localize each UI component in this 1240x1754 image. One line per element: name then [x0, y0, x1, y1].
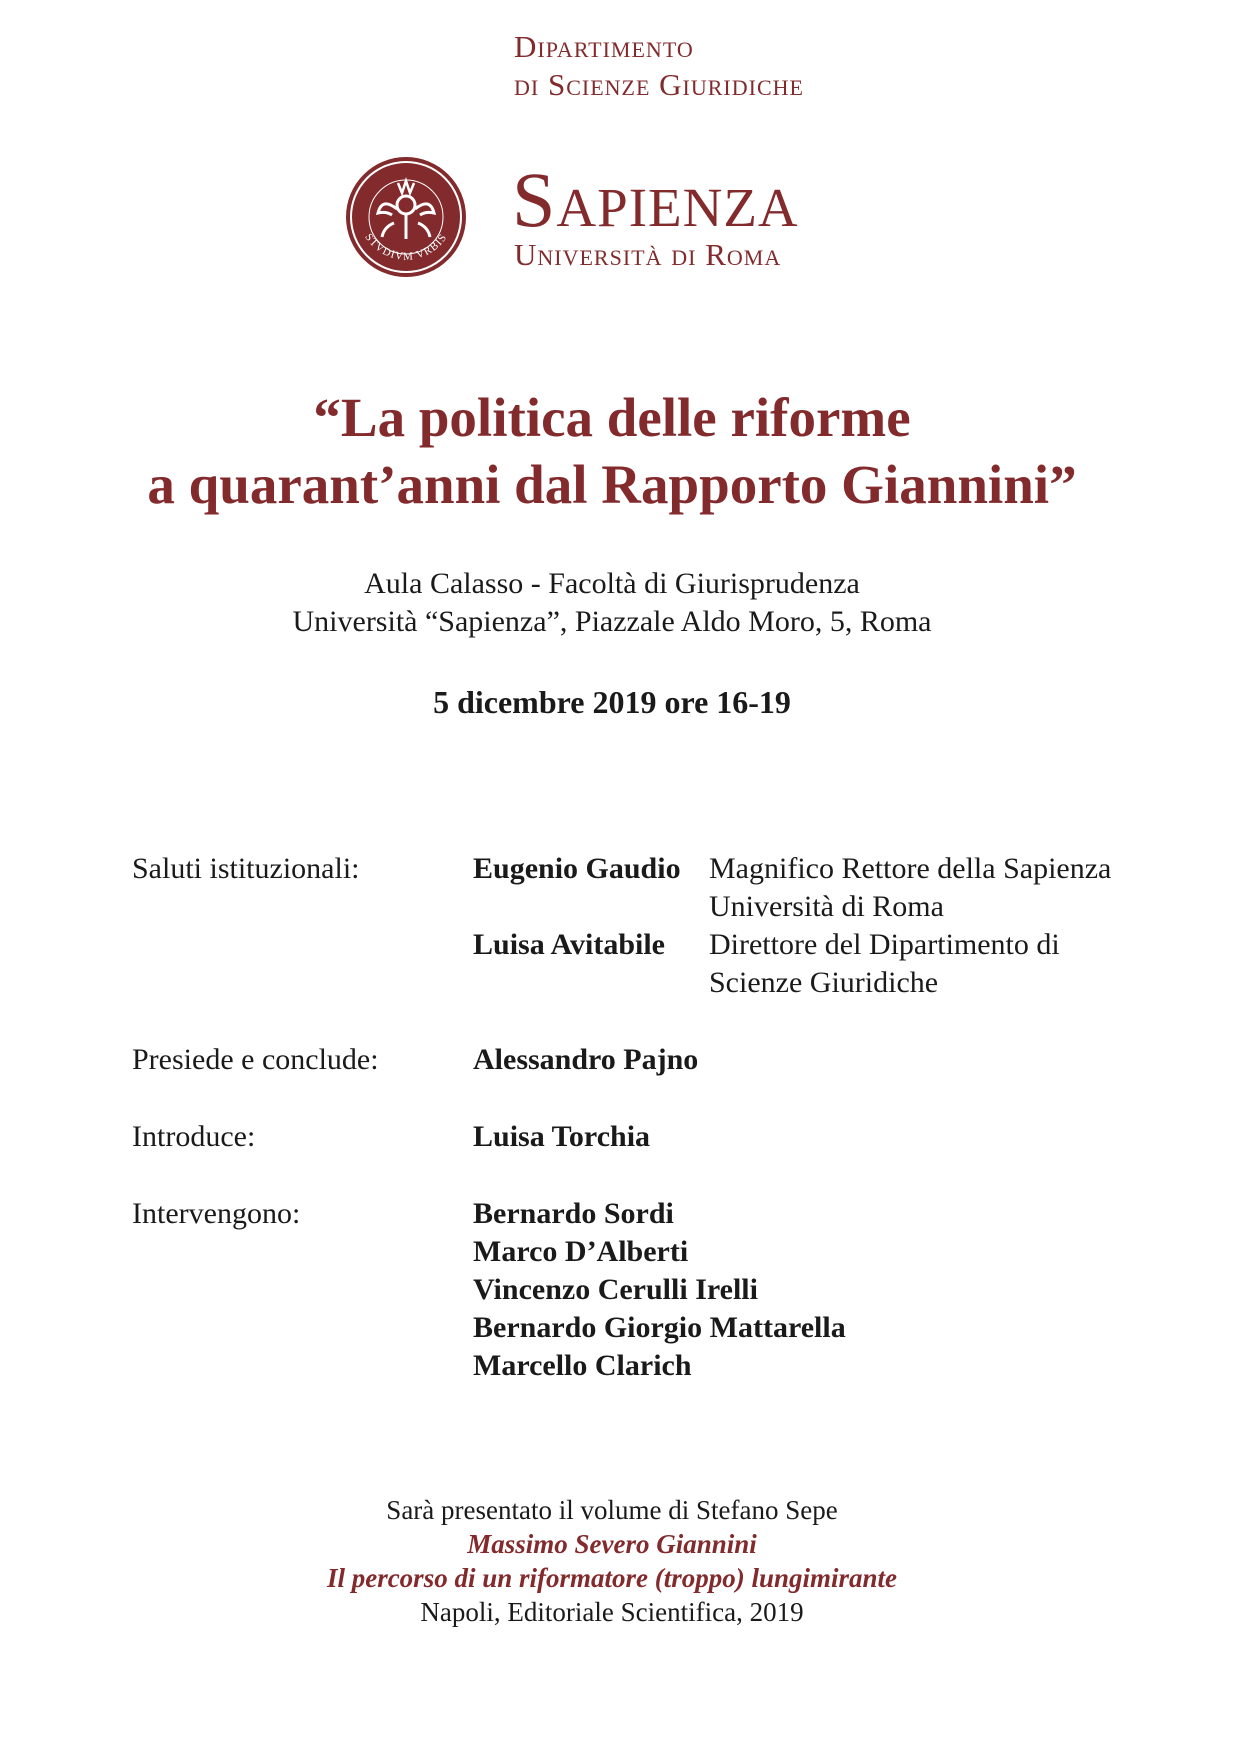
introduce-label: Introduce: [132, 1120, 256, 1153]
speaker-role: Direttore del Dipartimento di [709, 928, 1060, 961]
event-title-line-1: “La politica delle riforme [313, 387, 911, 448]
sapienza-seal-logo [344, 143, 468, 291]
panelist-name: Marco D’Alberti [473, 1235, 689, 1268]
introducer-name: Luisa Torchia [473, 1120, 651, 1153]
department-line-1: Dipartimento [514, 29, 694, 64]
presiede-label: Presiede e conclude: [132, 1043, 379, 1076]
university-subtitle: Università di Roma [514, 237, 782, 272]
book-subtitle: Il percorso di un riformatore (troppo) lungimirante [326, 1563, 898, 1593]
event-title-line-2: a quarant’anni dal Rapporto Giannini” [147, 454, 1077, 515]
panelist-name: Vincenzo Cerulli Irelli [473, 1273, 758, 1306]
speaker-role: Scienze Giuridiche [709, 966, 939, 999]
chair-name: Alessandro Pajno [473, 1043, 699, 1076]
book-presentation-line: Sarà presentato il volume di Stefano Sepe [386, 1495, 838, 1525]
panelist-name: Marcello Clarich [473, 1349, 692, 1382]
speaker-role: Università di Roma [709, 890, 944, 923]
speaker-name: Eugenio Gaudio [473, 852, 681, 885]
event-date: 5 dicembre 2019 ore 16-19 [433, 684, 791, 720]
intervengono-label: Intervengono: [132, 1197, 301, 1230]
university-name: Sapienza [512, 156, 799, 243]
department-name [514, 28, 804, 104]
speaker-role: Magnifico Rettore della Sapienza [709, 852, 1112, 885]
saluti-label: Saluti istituzionali: [132, 852, 360, 885]
panelist-name: Bernardo Giorgio Mattarella [473, 1311, 846, 1344]
venue-line-2: Università “Sapienza”, Piazzale Aldo Moro, 5, Roma [292, 605, 932, 638]
book-title: Massimo Severo Giannini [467, 1529, 757, 1559]
department-line-2: di Scienze Giuridiche [514, 67, 804, 102]
venue-line-1: Aula Calasso - Facoltà di Giurisprudenza [364, 567, 860, 600]
speaker-name: Luisa Avitabile [473, 928, 665, 961]
seal-motto: STVDIVM VRBIS [362, 231, 450, 263]
panelist-name: Bernardo Sordi [473, 1197, 674, 1230]
book-publisher: Napoli, Editoriale Scientifica, 2019 [420, 1597, 804, 1627]
